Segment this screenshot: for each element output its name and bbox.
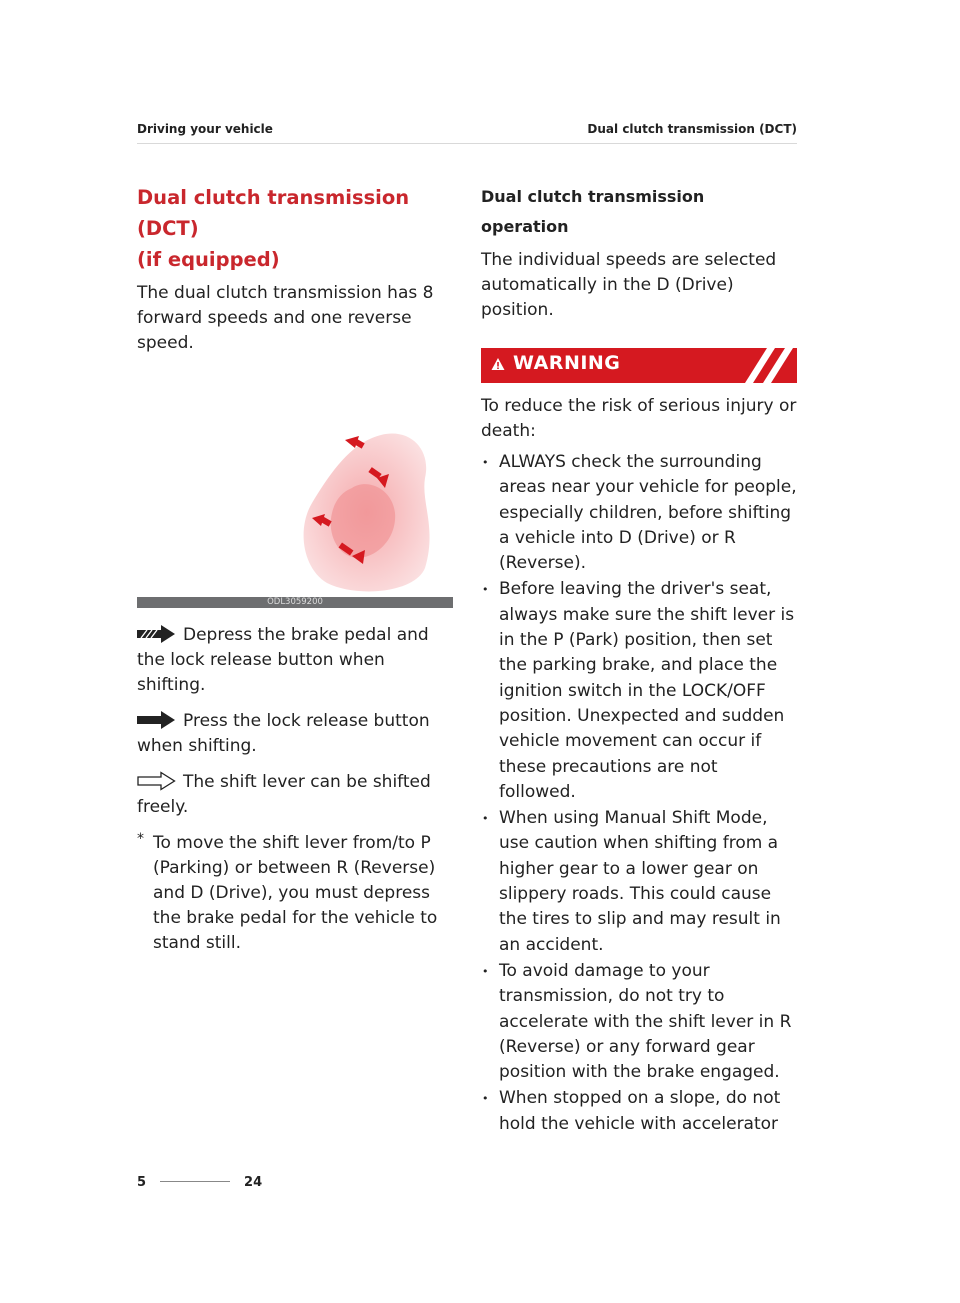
warning-banner — [481, 348, 797, 383]
footnote-marker: * — [137, 831, 144, 847]
subsection-heading: Dual clutch transmission operation — [481, 187, 705, 236]
legend-item — [137, 709, 455, 759]
warning-item: • ALWAYS check the surrounding areas near your vehicle for people, especially children, before shifting a vehicle into D (Drive) or R (Reverse). — [481, 450, 797, 576]
footnote — [137, 831, 455, 956]
chapter-number: 5 — [137, 1175, 147, 1190]
footer-divider — [160, 1181, 230, 1182]
hatched-arrow-icon — [137, 624, 177, 644]
intro-paragraph: The dual clutch transmission has 8 forward speeds and one reverse speed. — [137, 283, 434, 353]
page-footer — [137, 1175, 262, 1190]
figure-code-bar: ODL3059200 — [137, 597, 453, 608]
arrow-legend — [137, 623, 455, 820]
right-column — [481, 182, 797, 1138]
legend-item — [137, 623, 455, 698]
warning-list — [481, 450, 797, 1137]
shift-lever-figure — [137, 378, 453, 608]
header-divider — [137, 143, 797, 144]
page-number: 24 — [244, 1175, 263, 1190]
solid-arrow-icon — [137, 710, 177, 730]
running-header-chapter: Driving your vehicle — [137, 122, 273, 136]
warning-intro: To reduce the risk of serious injury or death: — [481, 396, 797, 441]
warning-slash-decoration — [745, 348, 797, 383]
subsection-paragraph: The individual speeds are selected automatically in the D (Drive) position. — [481, 250, 777, 320]
running-header-section: Dual clutch transmission (DCT) — [587, 122, 797, 136]
warning-label: WARNING — [513, 352, 621, 374]
warning-item: • When stopped on a slope, do not hold the vehicle with accelerator — [481, 1086, 797, 1137]
warning-item: • Before leaving the driver's seat, always make sure the shift lever is in the P (Park) position, then set the parking brake, and place the ignition switch in the LOCK/OFF position. Unexpected and sudden vehicle movement can occur if these precautions are not followed. — [481, 577, 797, 805]
footnote-text: To move the shift lever from/to P (Parking) or between R (Reverse) and D (Drive), you must depress the brake pedal for the vehicle to stand still. — [153, 833, 438, 953]
legend-text: The shift lever can be shifted freely. — [137, 772, 431, 817]
legend-text: Press the lock release button when shifting. — [137, 711, 430, 756]
warning-triangle-icon — [491, 357, 505, 371]
arrow-up-icon — [345, 436, 365, 449]
warning-item: • When using Manual Shift Mode, use caution when shifting from a higher gear to a lower gear on slippery roads. This could cause the tires to slip and may result in an accident. — [481, 806, 797, 958]
legend-item — [137, 770, 455, 820]
legend-text: Depress the brake pedal and the lock release button when shifting. — [137, 625, 429, 695]
shift-lever-illustration — [297, 418, 437, 598]
section-heading — [137, 182, 455, 275]
left-column — [137, 182, 455, 956]
outline-arrow-icon — [137, 771, 177, 791]
warning-item: • To avoid damage to your transmission, do not try to accelerate with the shift lever in R (Reverse) or any forward gear position with the brake engaged. — [481, 959, 797, 1085]
section-heading-line2: (if equipped) — [137, 248, 280, 271]
section-heading-line1: Dual clutch transmission (DCT) — [137, 186, 410, 240]
